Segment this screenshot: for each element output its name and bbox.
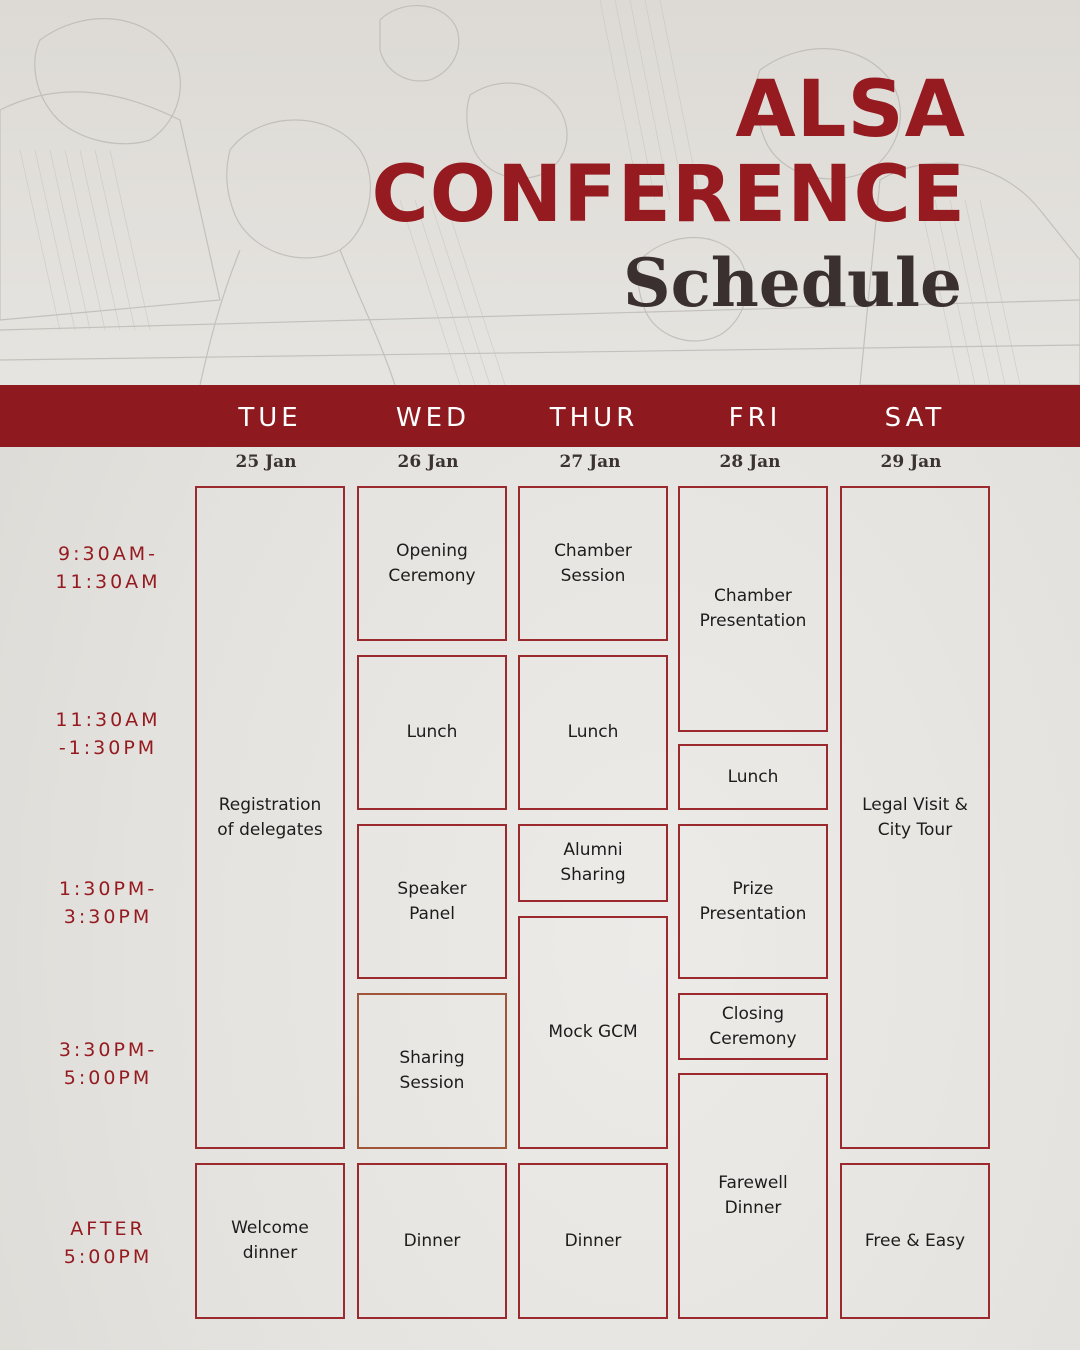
time-slot-5-line1: AFTER (70, 1218, 146, 1240)
event-label: Farewell Dinner (718, 1173, 788, 1218)
event-wed-sharing-session (357, 993, 507, 1149)
time-slot-1 (40, 540, 176, 596)
event-wed-opening-ceremony (357, 486, 507, 641)
event-label: Lunch (567, 722, 619, 742)
event-fri-lunch (678, 744, 828, 810)
event-label: Free & Easy (864, 1230, 966, 1251)
event-label: Closing Ceremony (709, 1003, 797, 1049)
time-slot-2-line1: 11:30AM (55, 709, 161, 731)
event-label: Prize Presentation (699, 878, 807, 924)
time-slot-4-line1: 3:30PM- (58, 1039, 158, 1061)
event-thur-alumni-sharing (518, 824, 668, 902)
event-fri-chamber-presentation (678, 486, 828, 732)
event-sat-legal-visit (840, 486, 990, 1149)
subtitle: Schedule (622, 244, 962, 322)
event-fri-closing-ceremony (678, 993, 828, 1060)
event-label: Sharing Session (399, 1048, 465, 1093)
event-fri-prize-presentation (678, 824, 828, 979)
time-slot-3-line1: 1:30PM- (58, 878, 158, 900)
event-label: Legal Visit & City Tour (862, 794, 968, 840)
time-slot-3 (40, 875, 176, 931)
time-slot-1-line1: 9:30AM- (58, 543, 158, 565)
time-slot-4-line2: 5:00PM (63, 1067, 153, 1089)
event-label: Chamber Presentation (699, 586, 807, 631)
time-slot-4 (40, 1036, 176, 1092)
date-wed: 26 Jan (397, 452, 459, 472)
event-label: Speaker Panel (397, 878, 467, 924)
day-thur: THUR (549, 403, 639, 433)
event-thur-dinner (518, 1163, 668, 1319)
time-slot-3-line2: 3:30PM (63, 906, 153, 928)
day-tue: TUE (238, 403, 302, 433)
title-line-2: CONFERENCE (371, 150, 966, 240)
event-thur-lunch (518, 655, 668, 810)
event-label: Welcome dinner (231, 1218, 309, 1263)
day-fri: FRI (728, 403, 782, 433)
event-label: Chamber Session (554, 540, 632, 586)
event-fri-farewell-dinner (678, 1073, 828, 1319)
event-label: Lunch (406, 722, 458, 742)
time-slot-5 (40, 1215, 176, 1271)
time-slot-2-line2: -1:30PM (58, 737, 158, 759)
event-label: Alumni Sharing (560, 840, 626, 885)
event-tue-welcome-dinner (195, 1163, 345, 1319)
event-thur-chamber-session (518, 486, 668, 641)
time-slot-5-line2: 5:00PM (63, 1246, 153, 1268)
date-sat: 29 Jan (880, 452, 942, 472)
event-label: Mock GCM (548, 1022, 638, 1042)
date-fri: 28 Jan (719, 452, 781, 472)
event-sat-free-easy (840, 1163, 990, 1319)
date-tue: 25 Jan (235, 452, 297, 472)
event-tue-registration (195, 486, 345, 1149)
day-wed: WED (395, 403, 471, 433)
time-slot-2 (40, 706, 176, 762)
event-label: Lunch (727, 766, 779, 787)
event-label: Dinner (403, 1230, 461, 1251)
day-sat: SAT (884, 403, 946, 433)
time-slot-1-line2: 11:30AM (55, 571, 161, 593)
event-label: Opening Ceremony (388, 540, 476, 586)
event-thur-mock-gcm (518, 916, 668, 1149)
event-wed-dinner (357, 1163, 507, 1319)
event-wed-speaker-panel (357, 824, 507, 979)
date-thur: 27 Jan (559, 452, 621, 472)
event-label: Registration of delegates (217, 794, 323, 840)
event-wed-lunch (357, 655, 507, 810)
title-line-1: ALSA (735, 65, 966, 155)
event-label: Dinner (564, 1230, 622, 1251)
